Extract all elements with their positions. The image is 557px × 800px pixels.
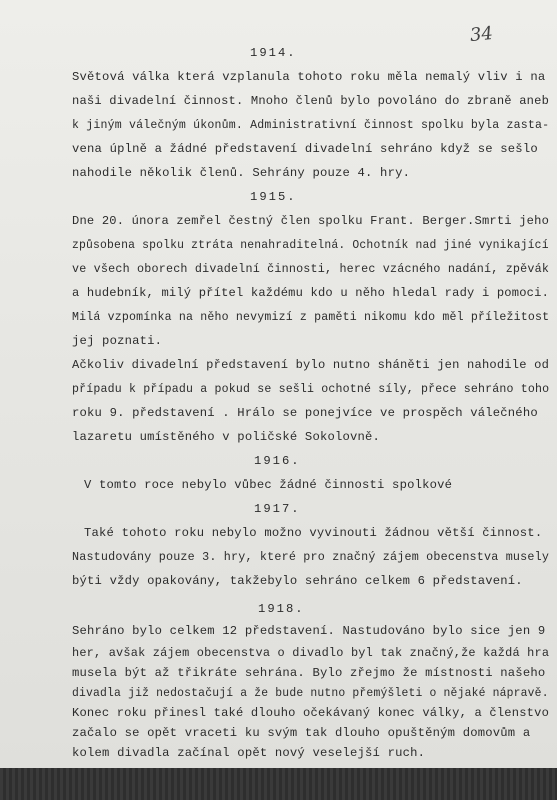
page-number: 34 [468,22,494,47]
text-line: Dne 20. února zemřel čestný člen spolku Frant. Berger.Smrti jeho [72,214,550,228]
text-line: Milá vzpomínka na něho nevymizí z paměti nikomu kdo měl příležitost [72,310,550,324]
text-line: musela být až třikráte sehrána. Bylo zřejmo že místnosti našeho [72,666,546,680]
text-line: V tomto roce nebylo vůbec žádné činnosti spolkové [84,478,453,492]
text-line: k jiným válečným úkonům. Administrativní činnost spolku byla zasta- [72,118,550,132]
page-bottom-edge [0,768,557,800]
text-line: lazaretu umístěného v poličské Sokolovně. [72,430,381,444]
text-line: Světová válka která vzplanula tohoto roku měla nemalý vliv i na [72,70,546,84]
text-line: a hudebník, milý přítel každému kdo u něho hledal rady i pomoci. [72,286,550,300]
text-line: začalo se opět vraceti ku svým tak dlouho opuštěným domovům a [72,726,531,740]
year-heading-1917: 1917. [254,502,301,516]
text-line: případu k případu a pokud se sešli ochotné síly, přece sehráno toho [72,382,550,396]
text-line: Konec roku přinesl také dlouho očekávaný konec války, a členstvo [72,706,550,720]
year-heading-1914: 1914. [250,46,297,60]
text-line: Také tohoto roku nebylo možno vyvinouti žádnou větší činnost. [84,526,543,540]
text-line: ve všech oborech divadelní činnosti, herec vzácného nadání, zpěvák [72,262,550,276]
text-line: divadla již nedostačují a že bude nutno přemýšleti o nějaké nápravě. [72,686,549,700]
text-line: Ačkoliv divadelní představení bylo nutno sháněti jen nahodile od [72,358,550,372]
text-line: Nastudovány pouze 3. hry, které pro značný zájem obecenstva musely [72,550,550,564]
text-line: roku 9. představení . Hrálo se ponejvíce ve prospěch válečného [72,406,538,420]
text-line: jej poznati. [72,334,163,348]
text-line: Sehráno bylo celkem 12 představení. Nastudováno bylo sice jen 9 [72,624,546,638]
year-heading-1916: 1916. [254,454,301,468]
year-heading-1915: 1915. [250,190,297,204]
text-line: her, avšak zájem obecenstva o divadlo byl tak značný,že každá hra [72,646,550,660]
text-line: vena úplně a žádné představení divadelní sehráno když se sešlo [72,142,538,156]
text-line: kolem divadla začínal opět nový veselejší ruch. [72,746,426,760]
text-line: naši divadelní činnost. Mnoho členů bylo povoláno do zbraně aneb [72,94,550,108]
text-line: způsobena spolku ztráta nenahraditelná. Ochotník nad jiné vynikající [72,238,549,252]
year-heading-1918: 1918. [258,602,305,616]
text-line: nahodile několik členů. Sehrány pouze 4. hry. [72,166,411,180]
text-line: býti vždy opakovány, takžebylo sehráno celkem 6 představení. [72,574,523,588]
